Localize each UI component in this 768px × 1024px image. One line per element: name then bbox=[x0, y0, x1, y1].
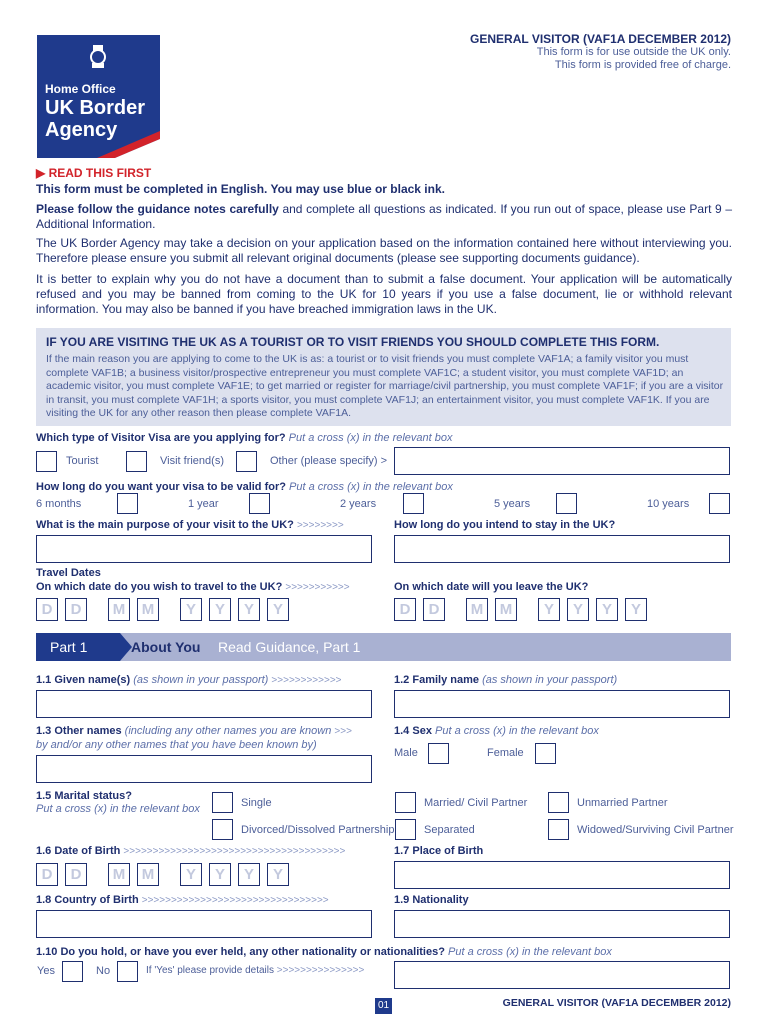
nationality-no-label: No bbox=[96, 965, 111, 977]
duration-2y-checkbox[interactable] bbox=[403, 493, 424, 514]
dob-box-8[interactable]: Y bbox=[267, 863, 289, 886]
dob-box-5[interactable]: Y bbox=[180, 863, 202, 886]
travel-date-box-4[interactable]: M bbox=[137, 598, 159, 621]
intro-para-2-bold: Please follow the guidance notes carefully bbox=[36, 202, 279, 216]
visa-type-label: Which type of Visitor Visa are you applying for? bbox=[36, 432, 286, 444]
intro-para-2-rest: and complete all questions as indicated. If you run out of space, please use Part 9 – Additional Information. bbox=[36, 202, 732, 231]
duration-1y-label: 1 year bbox=[188, 498, 219, 510]
agency-logo bbox=[37, 35, 160, 158]
q1-2-number: 1.2 bbox=[394, 674, 410, 686]
q1-6-label: Date of Birth bbox=[54, 845, 121, 857]
notice-body: If the main reason you are applying to come to the UK is as: a tourist or to visit friends you must complete VAF1A; a family visitor you must complete VAF1B; a business visitor/prospective entrepreneur you must complete VAF1C; a student visitor, you must complete VAF1D; an academic visitor, you must complete VAF1E; to get married or register for marriage/civil partnership, you must complete VAF1F; if you are a visitor in transit, you must complete VAF1H; a sports visitor, you must complete VAF1J; an entertainment visitor, you must complete VAF1K. If you are visiting the UK for any other reason then please complete VAF1A. bbox=[46, 353, 724, 419]
q1-3-number: 1.3 bbox=[36, 725, 52, 737]
duration-label: How long do you want your visa to be valid for? bbox=[36, 481, 286, 493]
q1-4-question bbox=[394, 725, 599, 737]
logo-red-stripe bbox=[37, 35, 160, 158]
q1-9-question bbox=[394, 894, 469, 906]
logo-agency: Agency bbox=[45, 119, 118, 141]
travel-date-box-6[interactable]: Y bbox=[209, 598, 231, 621]
intro-para-2 bbox=[36, 202, 732, 232]
travel-date-box-2[interactable]: D bbox=[65, 598, 87, 621]
travel-date-arrows: >>>>>>>>>>> bbox=[285, 582, 350, 593]
q1-5-label: Marital status? bbox=[54, 790, 132, 802]
dob-box-1[interactable]: D bbox=[36, 863, 58, 886]
travel-date-box-8[interactable]: Y bbox=[267, 598, 289, 621]
q1-2-label: Family name bbox=[412, 674, 479, 686]
travel-date-box-5[interactable]: Y bbox=[180, 598, 202, 621]
logo-home-office: Home Office bbox=[45, 82, 116, 96]
visa-tourist-checkbox[interactable] bbox=[36, 451, 57, 472]
marital-single-label: Single bbox=[241, 797, 272, 809]
marital-widowed-label: Widowed/Surviving Civil Partner bbox=[577, 824, 734, 836]
q1-3-label: Other names bbox=[54, 725, 122, 737]
header-note-2: This form is provided free of charge. bbox=[554, 59, 731, 71]
purpose-label: What is the main purpose of your visit to the UK? bbox=[36, 519, 294, 531]
visa-other-checkbox[interactable] bbox=[236, 451, 257, 472]
q1-9-number: 1.9 bbox=[394, 894, 410, 906]
leave-date-question: On which date will you leave the UK? bbox=[394, 581, 589, 593]
travel-date-box-7[interactable]: Y bbox=[238, 598, 260, 621]
q1-2-question bbox=[394, 674, 617, 686]
travel-date-box-1[interactable]: D bbox=[36, 598, 58, 621]
visa-friends-label: Visit friend(s) bbox=[160, 455, 224, 467]
travel-date-box-3[interactable]: M bbox=[108, 598, 130, 621]
sex-male-checkbox[interactable] bbox=[428, 743, 449, 764]
form-title: GENERAL VISITOR (VAF1A DECEMBER 2012) bbox=[470, 32, 731, 46]
marital-married-checkbox[interactable] bbox=[395, 792, 416, 813]
purpose-input[interactable] bbox=[36, 535, 372, 563]
duration-5y-label: 5 years bbox=[494, 498, 531, 510]
q1-3-hint-2: by and/or any other names that you have been known by) bbox=[36, 739, 317, 751]
place-of-birth-input[interactable] bbox=[394, 861, 730, 889]
visa-type-hint: Put a cross (x) in the relevant box bbox=[288, 432, 453, 444]
leave-date-box-5[interactable]: Y bbox=[538, 598, 560, 621]
sex-female-label: Female bbox=[487, 747, 524, 759]
nationality-input[interactable] bbox=[394, 910, 730, 938]
q1-1-arrows: >>>>>>>>>>>> bbox=[271, 675, 342, 686]
intro-para-4: It is better to explain why you do not have a document than to submit a false document. Your application will be automatically refused and you may be banned from coming to the UK for 10 years if you use a false document, lie or withhold relevant information. You may also be banned if you have breached immigration laws in the UK. bbox=[36, 272, 732, 316]
q1-4-number: 1.4 bbox=[394, 725, 410, 737]
other-nationality-input[interactable] bbox=[394, 961, 730, 989]
leave-date-box-1[interactable]: D bbox=[394, 598, 416, 621]
duration-question bbox=[36, 481, 453, 493]
country-of-birth-input[interactable] bbox=[36, 910, 372, 938]
q1-6-number: 1.6 bbox=[36, 845, 52, 857]
sex-male-label: Male bbox=[394, 747, 418, 759]
footer-title: GENERAL VISITOR (VAF1A DECEMBER 2012) bbox=[502, 997, 731, 1009]
marital-unmarried-label: Unmarried Partner bbox=[577, 797, 668, 809]
q1-1-hint: (as shown in your passport) bbox=[133, 674, 269, 686]
q1-6-arrows: >>>>>>>>>>>>>>>>>>>>>>>>>>>>>>>>>>>>>> bbox=[123, 846, 346, 857]
duration-hint: Put a cross (x) in the relevant box bbox=[289, 481, 453, 493]
visa-other-input[interactable] bbox=[394, 447, 730, 475]
q1-3-hint: (including any other names you are known bbox=[124, 725, 332, 737]
part1-label: Part 1 bbox=[50, 639, 88, 655]
q1-1-number: 1.1 bbox=[36, 674, 52, 686]
nationality-yes-label: Yes bbox=[37, 965, 55, 977]
marital-divorced-label: Divorced/Dissolved Partnership bbox=[241, 824, 395, 836]
duration-6m-label: 6 months bbox=[36, 498, 82, 510]
q1-10-label: Do you hold, or have you ever held, any other nationality or nationalities? bbox=[60, 946, 445, 958]
stay-question: How long do you intend to stay in the UK? bbox=[394, 519, 616, 531]
q1-10-hint: Put a cross (x) in the relevant box bbox=[448, 946, 612, 958]
leave-date-box-4[interactable]: M bbox=[495, 598, 517, 621]
travel-date-field[interactable] bbox=[36, 598, 296, 621]
leave-date-field[interactable] bbox=[394, 598, 654, 621]
leave-date-box-2[interactable]: D bbox=[423, 598, 445, 621]
q1-3-arrows: >>> bbox=[334, 726, 352, 737]
visa-friends-checkbox[interactable] bbox=[126, 451, 147, 472]
duration-6m-checkbox[interactable] bbox=[117, 493, 138, 514]
dob-box-7[interactable]: Y bbox=[238, 863, 260, 886]
travel-dates-heading: Travel Dates bbox=[36, 567, 101, 579]
q1-5-number: 1.5 bbox=[36, 790, 52, 802]
marital-single-checkbox[interactable] bbox=[212, 792, 233, 813]
q1-5-hint-line bbox=[36, 803, 200, 815]
page-number: 01 bbox=[375, 998, 392, 1014]
nationality-no-checkbox[interactable] bbox=[117, 961, 138, 982]
notice-box bbox=[36, 328, 731, 426]
nationality-if-yes bbox=[146, 965, 364, 976]
given-names-input[interactable] bbox=[36, 690, 372, 718]
q1-10-question bbox=[36, 946, 612, 958]
leave-date-box-3[interactable]: M bbox=[466, 598, 488, 621]
q1-4-label: Sex bbox=[412, 725, 432, 737]
family-name-input[interactable] bbox=[394, 690, 730, 718]
q1-10-number: 1.10 bbox=[36, 946, 58, 958]
q1-7-label: Place of Birth bbox=[412, 845, 484, 857]
q1-6-question bbox=[36, 845, 345, 857]
marital-widowed-checkbox[interactable] bbox=[548, 819, 569, 840]
q1-5-question bbox=[36, 790, 132, 802]
travel-date-label: On which date do you wish to travel to the UK? bbox=[36, 581, 283, 593]
part1-bar bbox=[36, 633, 731, 661]
duration-10y-label: 10 years bbox=[647, 498, 690, 510]
if-yes-arrows: >>>>>>>>>>>>>>> bbox=[276, 965, 365, 976]
q1-8-arrows: >>>>>>>>>>>>>>>>>>>>>>>>>>>>>>>> bbox=[141, 895, 329, 906]
visa-tourist-label: Tourist bbox=[66, 455, 99, 467]
sex-female-checkbox[interactable] bbox=[535, 743, 556, 764]
part1-title: About You bbox=[131, 639, 201, 655]
purpose-question bbox=[36, 519, 344, 531]
marital-divorced-checkbox[interactable] bbox=[212, 819, 233, 840]
part1-label-box bbox=[36, 633, 120, 661]
leave-date-box-6[interactable]: Y bbox=[567, 598, 589, 621]
nationality-yes-checkbox[interactable] bbox=[62, 961, 83, 982]
marital-separated-checkbox[interactable] bbox=[395, 819, 416, 840]
intro-line-1: This form must be completed in English. You may use blue or black ink. bbox=[36, 182, 445, 196]
stay-input[interactable] bbox=[394, 535, 730, 563]
q1-7-question bbox=[394, 845, 483, 857]
dob-box-6[interactable]: Y bbox=[209, 863, 231, 886]
other-names-input[interactable] bbox=[36, 755, 372, 783]
marital-unmarried-checkbox[interactable] bbox=[548, 792, 569, 813]
dob-box-4[interactable]: M bbox=[137, 863, 159, 886]
marital-married-label: Married/ Civil Partner bbox=[424, 797, 528, 809]
q1-4-hint: Put a cross (x) in the relevant box bbox=[435, 725, 599, 737]
q1-3-hint-line2 bbox=[36, 739, 317, 751]
dob-box-3[interactable]: M bbox=[108, 863, 130, 886]
read-first-text: READ THIS FIRST bbox=[48, 166, 152, 180]
part1-guidance: Read Guidance, Part 1 bbox=[218, 639, 361, 655]
travel-date-question bbox=[36, 581, 350, 593]
leave-date-box-7[interactable]: Y bbox=[596, 598, 618, 621]
q1-1-question bbox=[36, 674, 342, 686]
duration-5y-checkbox[interactable] bbox=[556, 493, 577, 514]
q1-8-label: Country of Birth bbox=[54, 894, 139, 906]
read-first-heading bbox=[36, 166, 151, 180]
duration-1y-checkbox[interactable] bbox=[249, 493, 270, 514]
marital-separated-label: Separated bbox=[424, 824, 475, 836]
logo-uk-border: UK Border bbox=[45, 97, 146, 119]
q1-9-label: Nationality bbox=[412, 894, 469, 906]
header-note-1: This form is for use outside the UK only. bbox=[536, 46, 731, 58]
if-yes-label: If 'Yes' please provide details bbox=[146, 965, 274, 976]
duration-10y-checkbox[interactable] bbox=[709, 493, 730, 514]
q1-7-number: 1.7 bbox=[394, 845, 410, 857]
leave-date-box-8[interactable]: Y bbox=[625, 598, 647, 621]
date-of-birth-field[interactable] bbox=[36, 863, 296, 886]
q1-1-label: Given name(s) bbox=[54, 674, 131, 686]
duration-2y-label: 2 years bbox=[340, 498, 377, 510]
q1-8-number: 1.8 bbox=[36, 894, 52, 906]
q1-2-hint: (as shown in your passport) bbox=[482, 674, 618, 686]
q1-3-question bbox=[36, 725, 352, 737]
q1-8-question bbox=[36, 894, 329, 906]
q1-5-hint: Put a cross (x) in the relevant box bbox=[36, 803, 200, 815]
intro-para-3: The UK Border Agency may take a decision on your application based on the information contained here without interviewing you. Therefore please ensure you submit all relevant original documents (please see supporting documents guidance). bbox=[36, 236, 732, 265]
visa-other-label: Other (please specify) > bbox=[270, 455, 388, 467]
triangle-right-icon: ▶ bbox=[36, 166, 46, 180]
notice-title: IF YOU ARE VISITING THE UK AS A TOURIST OR TO VISIT FRIENDS YOU SHOULD COMPLETE THIS FORM. bbox=[46, 335, 660, 349]
purpose-arrows: >>>>>>>> bbox=[296, 520, 344, 531]
visa-type-question bbox=[36, 432, 453, 444]
dob-box-2[interactable]: D bbox=[65, 863, 87, 886]
